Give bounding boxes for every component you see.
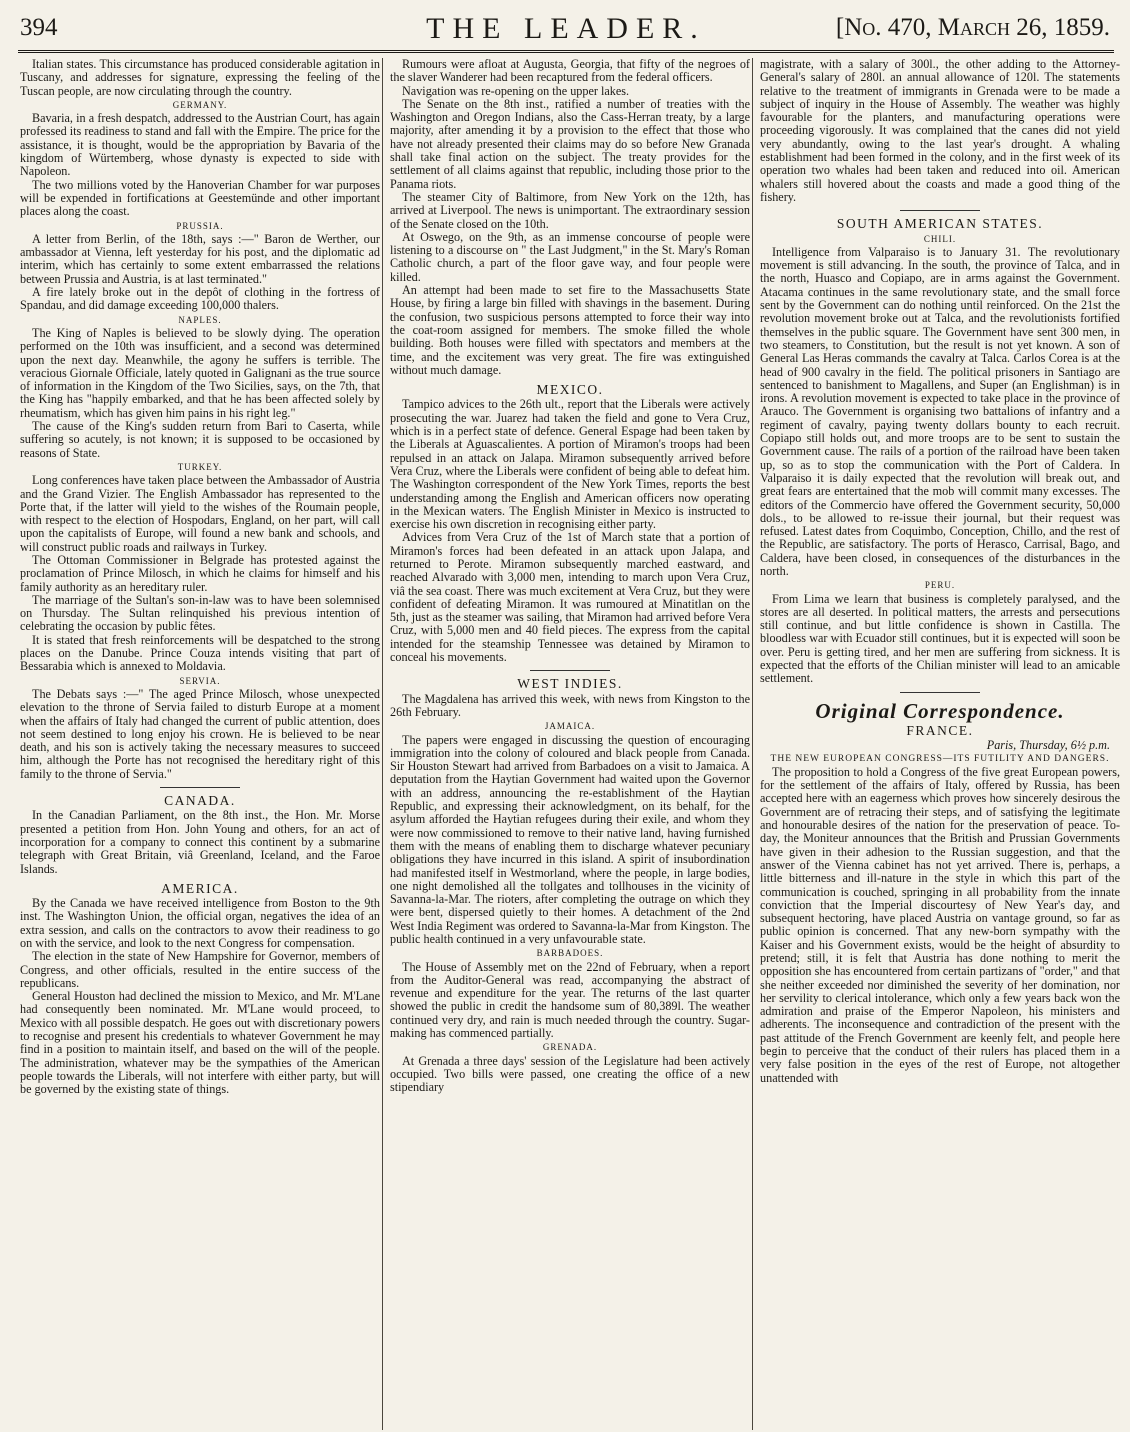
- paragraph: The cause of the King's sudden return from Bari to Caserta, while suffering so acutely, is not known; it is supposed to be occasioned by reasons of State.: [20, 419, 380, 460]
- paragraph: An attempt had been made to set fire to the Massachusetts State House, by firing a large bin filled with shavings in the basement. During the confusion, two suspicious persons attempted to force their way into the coat-room assigned for members. The smoke filled the whole building. Both houses were filled with spectators and members at the time, and the excitement was very great. The fire was extinguished without much damage.: [390, 283, 750, 377]
- paragraph: At Oswego, on the 9th, as an immense concourse of people were listening to a discourse on " the Last Judgment," in the St. Mary's Roman Catholic church, a part of the floor gave way, and four people were killed.: [390, 229, 750, 284]
- section-divider: [900, 692, 980, 693]
- heading-south-american-states: SOUTH AMERICAN STATES.: [836, 216, 1044, 232]
- paragraph: Intelligence from Valparaiso is to January 31. The revolutionary movement is still advancing. In the south, the province of Talca, and in the north, Huasco and Copiapo, are in arms against the Government. Atacama continues in the same revolutionary state, and the small force sent by the Government can do nothing until reinforced. On the 21st the revolution movement broke out at Talca, and the revolutionists fortified themselves in the public square. The Government have sent 300 men, in two steamers, to Constitution, but the result is not yet known. A son of General Las Heras commands the cavalry at Talca. Carlos Corea is at the head of 900 cavalry in the field. The political prisoners in Santiago are sentenced to banishment to Magallens, and Super (an Englishman) is in irons. A revolution movement is expected to take place in the province of Arauco. The Government is organising two battalions of infantry and a regiment of cavalry, paying twenty dollars bounty to each recruit. Copiapo still holds out, and more troops are to be sent to sustain the Government cause. The rails of a portion of the railroad have been taken up, so as to stop the communication with the Port of Caldera. In Valparaiso it is daily expected that the revolution will break out, and great fears are entertained that the mob will commit many excesses. The editors of the Commercio have offered the Government security, 50,000 dols., to be allowed to re-issue their journal, but their request was refused. Latest dates from Coquimbo, Conception, Chillo, and the rest of the Republic, are satisfactory. The ports of Herasco, Carrisal, Bago, and Caldera, have been closed, in consequences of the disturbances in the north.: [760, 244, 1120, 578]
- paragraph: The Debats says :—" The aged Prince Milosch, whose unexpected elevation to the throne of Servia failed to disturb Europe at a moment when the affairs of Italy had changed the current of public attention, does not seem destined to long enjoy his crown. He is believed to be near death, and his son is actively taking the necessary measures to succeed him, although the Porte has not recognised the hereditary right of this family to the throne of Servia.": [20, 686, 380, 781]
- column-2: [390, 58, 750, 1430]
- paragraph: Long conferences have taken place between the Ambassador of Austria and the Grand Vizier. The English Ambassador has represented to the Porte that, if the latter will yield to the wishes of the Roumain people, with respect to the election of Hospodars, England, on her part, will call upon the capitalists of Europe, will found a new bank and schools, and will construct public roads and railways in Turkey.: [20, 473, 380, 554]
- newspaper-title: THE LEADER.: [426, 12, 706, 45]
- heading-canada: CANADA.: [164, 793, 236, 809]
- issue-info: [No. 470, March 26, 1859.: [835, 14, 1110, 41]
- paragraph: The marriage of the Sultan's son-in-law was to have been solemnised on Thursday. The Sultan relinquished his previous intention of celebrating the occasion by public fêtes.: [20, 592, 380, 634]
- paragraph: The papers were engaged in discussing the question of encouraging immigration into the colony of coloured and black people from Canada. Sir Houston Stewart had arrived from Barbadoes on a visit to Jamaica. A deputation from the Haytian Government had waited upon the Governor with an address, announcing the re-establishment of the Haytian Republic, and expressing their acknowledgment, on its behalf, for the asylum afforded the Haytian refugees during their exile, and whom they were now commissioned to remove to their native land, having furnished them with the means of enabling them to discharge whatever pecuniary obligations they have incurred in this island. A spirit of insubordination had manifested itself in Westmorland, where the people, in large bodies, one night demolished all the tollgates and tollhouses in the vicinity of Savanna-la-Mar. The rioters, after completing the outrage on which they were bent, dispersed quietly to their homes. A detachment of the 2nd West India Regiment was ordered to Savanna-la-Mar from Kingston. The public health continued in a very unfavourable state.: [390, 732, 750, 946]
- section-divider: [160, 787, 240, 788]
- paragraph: From Lima we learn that business is completely paralysed, and the stores are all deserted. In political matters, the arrests and persecutions still continue, and but little confidence is shown in Castilla. The bloodless war with Ecuador still continues, but it is expected will soon be over. Peru is getting tired, and her men are suffering from sickness. It is expected that the efforts of the Chilian minister will lead to an amicable settlement.: [760, 591, 1120, 686]
- subheading-germany: GERMANY.: [172, 99, 228, 110]
- subheading-servia: SERVIA.: [179, 675, 221, 686]
- heading-original-correspondence: Original Correspondence.: [815, 698, 1065, 723]
- subheading-prussia: PRUSSIA.: [176, 220, 224, 231]
- paragraph: Bavaria, in a fresh despatch, addressed to the Austrian Court, has again professed its readiness to stand and fall with the Empire. The price for the assistance, it is thought, would be the appropriation by Bavaria of the kingdom of Würtemberg, whose dynasty is expected to side with Napoleon.: [20, 111, 380, 179]
- dateline: Paris, Thursday, 6½ p.m.: [986, 738, 1110, 753]
- subheading-barbadoes: BARBADOES.: [536, 948, 604, 959]
- paragraph: Navigation was re-opening on the upper lakes.: [402, 83, 630, 98]
- paragraph: Advices from Vera Cruz of the 1st of March state that a portion of Miramon's forces had been defeated in an attack upon Jalapa, and returned to Perote. Miramon subsequently marched eastward, and reached Alvarado with 3,000 men, intending to march upon Vera Cruz, viâ the sea coast. There was much excitement at Vera Cruz, but they were confident of defeating Miramon. It was rumoured at Minatitlan on the 5th, just as the steamer was sailing, that Miramon had arrived before Vera Cruz, with 5,000 men and 40 field pieces. The express from the capital intended for the steamship Tennessee was detained by Miramon to conceal his movements.: [390, 530, 750, 665]
- subheading-jamaica: JAMAICA.: [544, 721, 596, 732]
- column-3: [760, 58, 1120, 1430]
- paragraph: The Magdalena has arrived this week, with news from Kingston to the 26th February.: [390, 691, 750, 719]
- paragraph: magistrate, with a salary of 300l., the other adding to the Attorney-General's salary of 280l. an annual allowance of 120l. The statements relative to the treatment of immigrants in Grenada were to be made a subject of inquiry in the House of Assembly. The weather was highly favourable for the planters, and manufacturing operations were proceeding vigorously. It was complained that the canes did not yield very abundantly, owing to the last year's drought. A whaling establishment had been formed in the colony, and in the first week of its operation two whales had been taken and reduced into oil. American whalers still hovered about the coasts and made a good thing of the fishery.: [760, 58, 1120, 204]
- subheading-congress: THE NEW EUROPEAN CONGRESS—ITS FUTILITY AND DANGERS.: [770, 753, 1110, 764]
- subheading-naples: NAPLES.: [178, 314, 222, 325]
- section-divider: [530, 670, 610, 671]
- paragraph: The two millions voted by the Hanoverian Chamber for war purposes will be expended in fortifications at Geestemünde and other important places along the coast.: [20, 177, 380, 219]
- paragraph: The Senate on the 8th inst., ratified a number of treaties with the Washington and Oregon Indians, also the Cass-Herran treaty, by a large majority, after amending it by a provision to the effect that those who have not already presented their claims may do so before New Granada shall take final action on the subject. The treaty provides for the settlement of all claims against that republic, including those prior to the Panama riots.: [390, 96, 750, 191]
- paragraph: By the Canada we have received intelligence from Boston to the 9th inst. The Washington Union, the official organ, negatives the idea of an extra session, and calls on the contractors to avow their readiness to go on with the service, and look to the next Congress for compensation.: [20, 896, 380, 950]
- heading-america: AMERICA.: [161, 880, 239, 896]
- paragraph: In the Canadian Parliament, on the 8th inst., the Hon. Mr. Morse presented a petition from Hon. John Young and others, for an act of incorporation for a company to connect this continent by a submarine telegraph with Great Britain, viâ Greenland, Iceland, and the Faroe Islands.: [20, 808, 380, 876]
- paragraph: Italian states. This circumstance has produced considerable agitation in Tuscany, and addresses for signature, expressing the feeling of the Tuscan people, are now circulating through the country.: [20, 58, 380, 98]
- paragraph: General Houston had declined the mission to Mexico, and Mr. M'Lane had consequently been nominated. Mr. M'Lane would proceed, to Mexico with all possible despatch. He goes out with discretionary powers to recognise and present his credentials to whatever Government he may find in a position to maintain itself, and based on the will of the people. The administration, whatever may be the sympathies of the American people towards the Liberals, will not interfere with either party, but will be governed by the existing state of things.: [20, 989, 380, 1097]
- subheading-turkey: TURKEY.: [177, 461, 223, 472]
- subheading-chili: CHILI.: [923, 233, 957, 244]
- subheading-peru: PERU.: [924, 580, 956, 591]
- page-number: 394: [20, 14, 58, 41]
- section-divider: [900, 210, 980, 211]
- paragraph: The election in the state of New Hampshire for Governor, members of Congress, and other officials, resulted in the entire success of the republicans.: [20, 949, 380, 990]
- heading-west-indies: WEST INDIES.: [517, 676, 623, 692]
- paragraph: The proposition to hold a Congress of the five great European powers, for the settlement of the affairs of Italy, offered by Russia, has been accepted here with an eagerness which proves how sincerely desirous the Government are of retracing their steps, and of satisfying the legitimate and honourable desires of the nation for the preservation of peace. To-day, the Moniteur announces that the British and Prussian Governments have given in their adhesion to the Russian suggestion, and that the answer of the Vienna cabinet has not yet arrived. There is, perhaps, a little bitterness and ill-nature in the style in which this part of the communication is couched, springing in all probability from the innate conviction that the Imperial discourtesy of New Year's day, and subsequent hectoring, have placed Austria on vantage ground, so far as public opinion is concerned. That any new-born sympathy with the Kaiser and his Government exists, would be the height of absurdity to pretend; still, it is felt that Austria has done nothing to merit the opposition she has encountered from certain partizans of "order," and that she neither exceeded nor diminished the severity of her domination, nor her servility to clerical intolerance, which only a few years back won the admiration and praise of the Emperor Napoleon, his ministers and adherents. The inconsequence and contradiction of the present with the past attitude of the French Government are keenly felt, and people here begin to perceive that the conduct of their rulers has placed them in a very false position in the eyes of the rest of Europe, not altogether unattended with: [760, 764, 1120, 1085]
- masthead: [18, 6, 1114, 53]
- paragraph: The steamer City of Baltimore, from New York on the 12th, has arrived at Liverpool. The news is unimportant. The extraordinary session of the Senate closed on the 10th.: [390, 189, 750, 231]
- paragraph: Rumours were afloat at Augusta, Georgia, that fifty of the negroes of the slaver Wanderer had been recaptured from the federal officers.: [390, 58, 750, 85]
- paragraph: Tampico advices to the 26th ult., report that the Liberals were actively prosecuting the war. Juarez had taken the field and gone to Vera Cruz, which is in a perfect state of defence. General Espage had been taken by the Liberals at Aguascalientes. A portion of Miramon's troops had been repulsed in an attack on Jalapa. Miramon subsequently arrived before Vera Cruz, where the Liberals were confident of being able to defeat him. The Washington correspondent of the New York Times, reports the best understanding among the English and American officers now operating in the Mexican waters. The English Minister in Mexico is instructed to exercise his own discretion in recognising either party.: [390, 397, 750, 532]
- subheading-grenada: GRENADA.: [542, 1042, 598, 1053]
- paragraph: At Grenada a three days' session of the Legislature had been actively occupied. Two bills were passed, one creating the office of a new stipendiary: [390, 1053, 750, 1095]
- heading-mexico: MEXICO.: [536, 382, 604, 398]
- paragraph: The King of Naples is believed to be slowly dying. The operation performed on the 10th was insufficient, and a second was determined upon the next day. Meanwhile, the agony he suffers is terrible. The veracious Giornale Officiale, lately quoted in Galignani as the true source of information in the Kingdom of the Two Sicilies, says, on the 7th, that the King has "happily embarked, and that he has been affected solely by rheumatism, which has given him pains in his right leg.": [20, 325, 380, 420]
- paragraph: A fire lately broke out in the depôt of clothing in the fortress of Spandau, and did damage exceeding 100,000 thalers.: [20, 285, 380, 313]
- paragraph: The House of Assembly met on the 22nd of February, when a report from the Auditor-General was read, accompanying the abstract of revenue and expenditure for the year. The returns of the last quarter showed the public in credit the handsome sum of 80,389l. The weather continued very dry, and rain is much needed through the country. Sugar-making has commenced partially.: [390, 959, 750, 1041]
- heading-france: FRANCE.: [906, 722, 974, 738]
- paragraph: The Ottoman Commissioner in Belgrade has protested against the proclamation of Prince Milosch, in which he claims for himself and his family authority as an hereditary ruler.: [20, 552, 380, 594]
- column-rule: [752, 58, 753, 1430]
- column-1: [20, 58, 380, 1430]
- paragraph: It is stated that fresh reinforcements will be despatched to the strong places on the Danube. Prince Couza intends visiting that part of Bessarabia which is annexed to Moldavia.: [20, 632, 380, 674]
- column-rule: [382, 58, 383, 1430]
- paragraph: A letter from Berlin, of the 18th, says :—" Baron de Werther, our ambassador at Vienna, left yesterday for his post, and the diplomatic ad interim, which has certainly to some extent embarrassed the relations between Prussia and Austria, is at last terminated.": [20, 231, 380, 286]
